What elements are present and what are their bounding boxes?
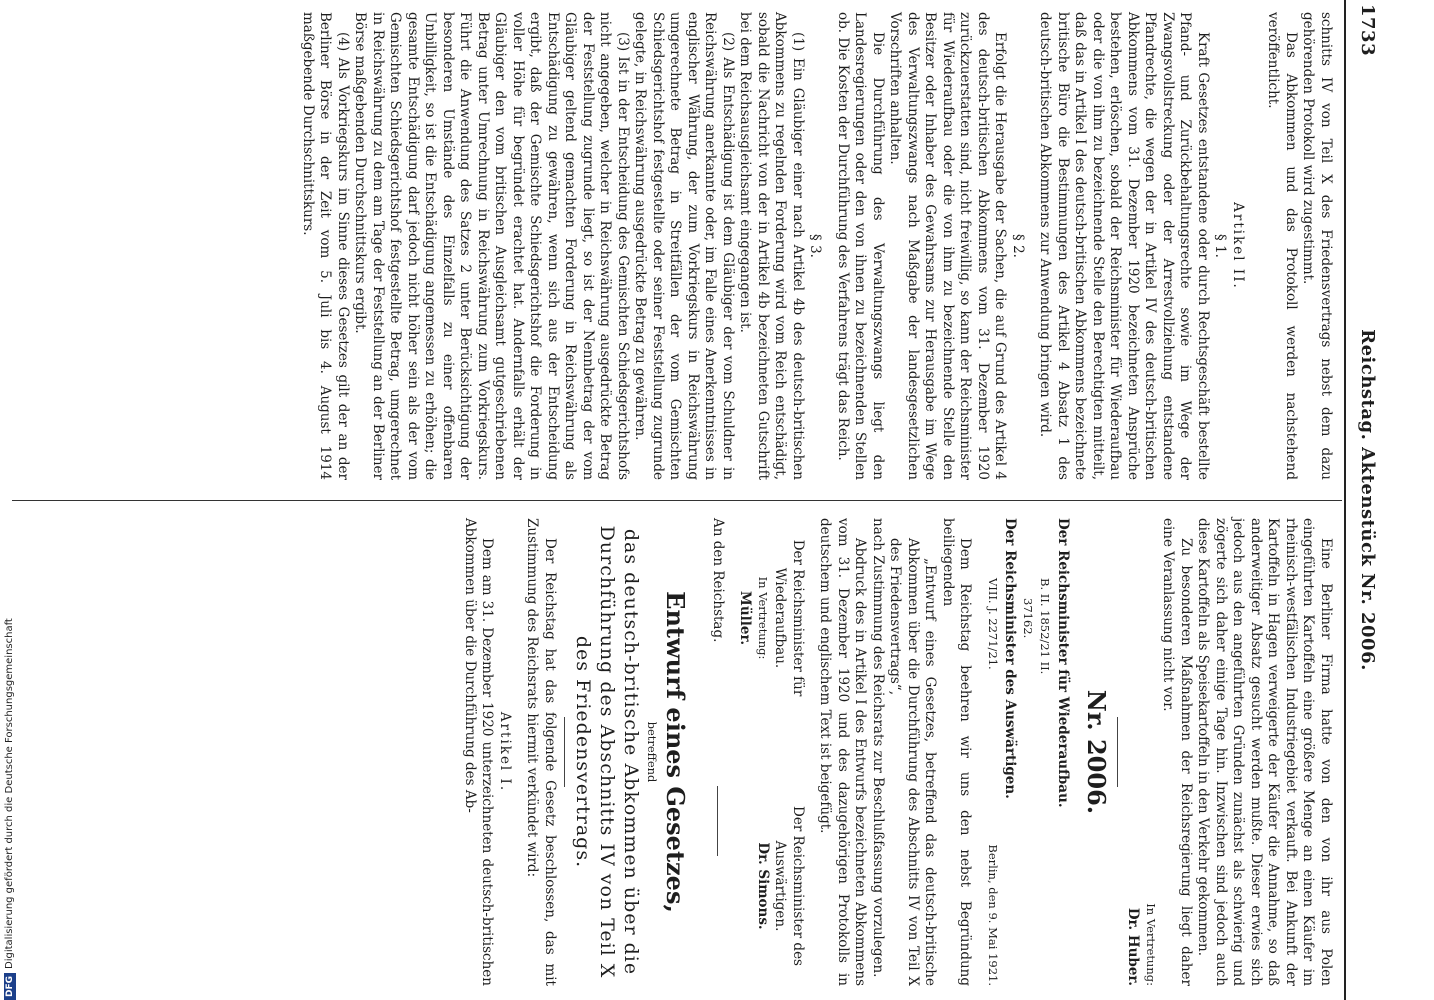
separator-rule (1117, 717, 1118, 787)
paragraph: Dem am 31. Dezember 1920 unterzeichneten deutsch-britischen Abkommen über die Durchführung des Ab- (462, 518, 496, 986)
header-title: Reichstag. Aktenstück Nr. 2006. (1357, 329, 1378, 671)
sender-heading: Der Reichsminister des Auswärtigen. (1002, 518, 1019, 799)
paragraph: (3) Ist in der Entscheidung des Gemischten Schiedsgerichtshofs nicht angegeben, welcher in Reichswährung ausgedrückte Betrag der Feststellung zugrunde liegt, so ist der Nennbetrag der vom Gläubiger geltend gemachten Forderung in Reichswährung als Entschädigung zu gewähren, wenn sich aus der Entscheidung ergibt, daß der Gemischte Schiedsgerichtshof die Forderung in voller Höhe für begründet erachtet hat. Andernfalls erhält der Gläubiger den vom britischen Ausgleichsamt gutgeschriebenen Betrag unter Umrechnung in Reichswährung zum Vorkriegskurs. Führt die Anwendung des Satzes 2 unter Berücksichtigung der besonderen Umstände des Einzelfalls zu einer offenbaren Unbilligkeit, so ist die Entschädigung angemessen zu erhöhen; die gesamte Entschädigung darf jedoch nicht höher sein als der vom Gemischten Schiedsgerichtshof festgestellte Betrag, umgerechnet in Reichswährung zu dem am Tage der Feststellung an der Berliner Börse maßgebenden Durchschnittskurs ergibt. (352, 12, 631, 480)
reference-number: B. II. 1852/21 II. (1038, 578, 1053, 675)
section-heading: § 1. (1212, 234, 1229, 258)
paragraph: nach Zustimmung des Reichsrats zur Beschlußfassung vorzulegen. (870, 518, 886, 978)
credit-text: Digitalisierung gefördert durch die Deutsche Forschungsgemeinschaft (4, 618, 15, 969)
draft-betreffend: betreffend (645, 721, 660, 783)
running-header (1352, 0, 1378, 1000)
section-heading: § 2. (1010, 234, 1026, 258)
paragraph: (4) Als Vorkriegskurs im Sinne dieses Gesetzes gilt der an der Berliner Börse in der Zeit vom 5. Juli bis 4. August 1914 maßgebende Durchschnittskurs. (300, 12, 351, 480)
column-divider (12, 500, 1342, 501)
reference-number: VIII. J. 2271/21. (986, 578, 1000, 670)
paragraph: Dem Reichstag beehren wir uns den nebst Begründung beiliegenden (940, 518, 974, 986)
signature-name: Dr. Huber. (1125, 907, 1142, 986)
signature-block (736, 518, 806, 986)
addressee: An den Reichstag. (710, 518, 726, 643)
paragraph: Der Reichstag hat das folgende Gesetz beschlossen, das mit Zustimmung des Reichsrats hiermit verkündet wird: (524, 518, 558, 986)
bill-title-quote: „Entwurf eines Gesetzes, betreffend das deutsch-britische Abkommen über die Durchführung des Abschnitts IV von Teil X des Friedensvertrags“, (887, 538, 939, 986)
paragraph: (1) Ein Gläubiger einer nach Artikel 4b des deutsch-britischen Abkommens zu regelnden Forderung wird vom Reich entschädigt, sobald die Nachricht von der in Artikel 4b bezeichneten Gutschrift bei dem Reichsausgleichsamt eingegangen ist. (737, 12, 806, 480)
paragraph: Die Durchführung des Verwaltungszwangs liegt den Landesregierungen oder den von ihnen zu bezeichnenden Stellen ob. Die Kosten der Durchführung des Verfahrens trägt das Reich. (835, 12, 886, 480)
article-heading: Artikel I. (497, 711, 513, 793)
reference-number: 37162. (1021, 598, 1035, 639)
paragraph: Abdruck des in Artikel I des Entwurfs bezeichneten Abkommens vom 31. Dezember 1920 und des dazugehörigen Protokolls in deutschem und englischem Text ist beigefügt. (817, 518, 869, 986)
header-rule (1344, 0, 1346, 1000)
separator-rule (564, 717, 565, 787)
paragraph: Zu besonderen Maßnahmen der Reichsregierung liegt daher eine Veranlassung nicht vor. (1160, 518, 1194, 986)
paragraph: Erfolgt die Herausgabe der Sachen, die auf Grund des Artikel 4 des deutsch-britischen Abkommens vom 31. Dezember 1920 zurückzuerstatten sind, nicht freiwillig, so kann der Reichsminister für Wiederaufbau oder die von ihm zu bezeichnende Stelle den Besitzer oder Inhaber des Gewahrsams zur Herausgabe im Wege des Verwaltungszwangs nach Maßgabe der landesgesetzlichen Vorschriften anhalten. (887, 12, 1009, 480)
letter-date: Berlin, den 9. Mai 1921. (986, 844, 1000, 986)
signer-title: Der Reichsminister des Auswärtigen. (772, 806, 806, 966)
sender-heading: Der Reichsminister für Wiederaufbau. (1055, 518, 1071, 808)
separator-rule (717, 786, 718, 856)
signature-label: In Vertretung: (756, 576, 770, 660)
article-heading: Artikel II. (1230, 202, 1246, 290)
signer-title: Der Reichsminister für Wiederaufbau. (772, 539, 806, 697)
dfg-logo: DFG (4, 973, 16, 1000)
draft-subject: das deutsch-britische Abkommen über die Durchführung des Abschnitts IV von Teil X des Friedensvertrags. (572, 525, 642, 979)
left-column (299, 12, 1335, 480)
paragraph: Eine Berliner Firma hatte von den von ihr aus Polen eingeführten Kartoffeln eine größere Menge an einen Käufer im rheinisch-westfälischen Industriegebiet verkauft. Bei Ankunft der Kartoffeln in Hagen verweigerte der Käufer die Annahme, so daß anderweitiger Absatz gesucht werden mußte. Dieser erwies sich jedoch aus den angeführten Gründen zunächst als schwierig und zögerte sich daher einige Tage hin. Inzwischen sind jedoch auch diese Kartoffeln als Speisekartoffeln in den Verkehr gekommen. (1195, 518, 1334, 986)
document-number: Nr. 2006. (1082, 689, 1111, 815)
paragraph: Das Abkommen und das Protokoll werden nachstehend veröffentlicht. (1265, 12, 1299, 480)
paragraph: Kraft Gesetzes entstandene oder durch Rechtsgeschäft bestellte Pfand- und Zurückbehaltungsrechte sowie im Wege der Zwangsvollstreckung oder der Arrestvollziehung entstandene Pfandrechte, die wegen der in Artikel IV des deutsch-britischen Abkommens vom 31. Dezember 1920 bezeichneten Ansprüche bestehen, erlöschen, sobald der Reichsminister für Wiederaufbau oder die von ihm zu bezeichnende Stelle den Berechtigten mitteilt, daß das in Artikel I des deutsch-britischen Abkommens bezeichnete britische Büro die Bestimmungen des Artikel 4 Absatz 1 des deutsch-britischen Abkommens zur Anwendung bringen wird. (1037, 12, 1211, 480)
draft-title: Entwurf eines Gesetzes, (661, 591, 691, 913)
paragraph: schnitts IV von Teil X des Friedensvertrags nebst dem dazu gehörenden Protokoll wird zugestimmt. (1300, 12, 1334, 480)
signature-label: In Vertretung: (1144, 903, 1158, 986)
right-column (461, 518, 1335, 986)
section-heading: § 3. (807, 234, 824, 258)
signature-name: Dr. Simons. (755, 842, 771, 930)
signature-name: Müller. (737, 590, 754, 646)
paragraph: (2) Als Entschädigung ist dem Gläubiger der vom Schuldner in Reichswährung anerkannte oder, im Falle eines Anerkenntnisses in englischer Währung, der zum Vorkriegskurs in Reichswährung umgerechnete Betrag in Streitfällen der vom Gemischten Schiedsgerichtshof festgestellte oder seiner Feststellung zugrunde gelegte, in Reichswährung ausgedrückte Betrag zu gewähren. (632, 12, 736, 480)
page-number: 1733 (1357, 4, 1378, 57)
